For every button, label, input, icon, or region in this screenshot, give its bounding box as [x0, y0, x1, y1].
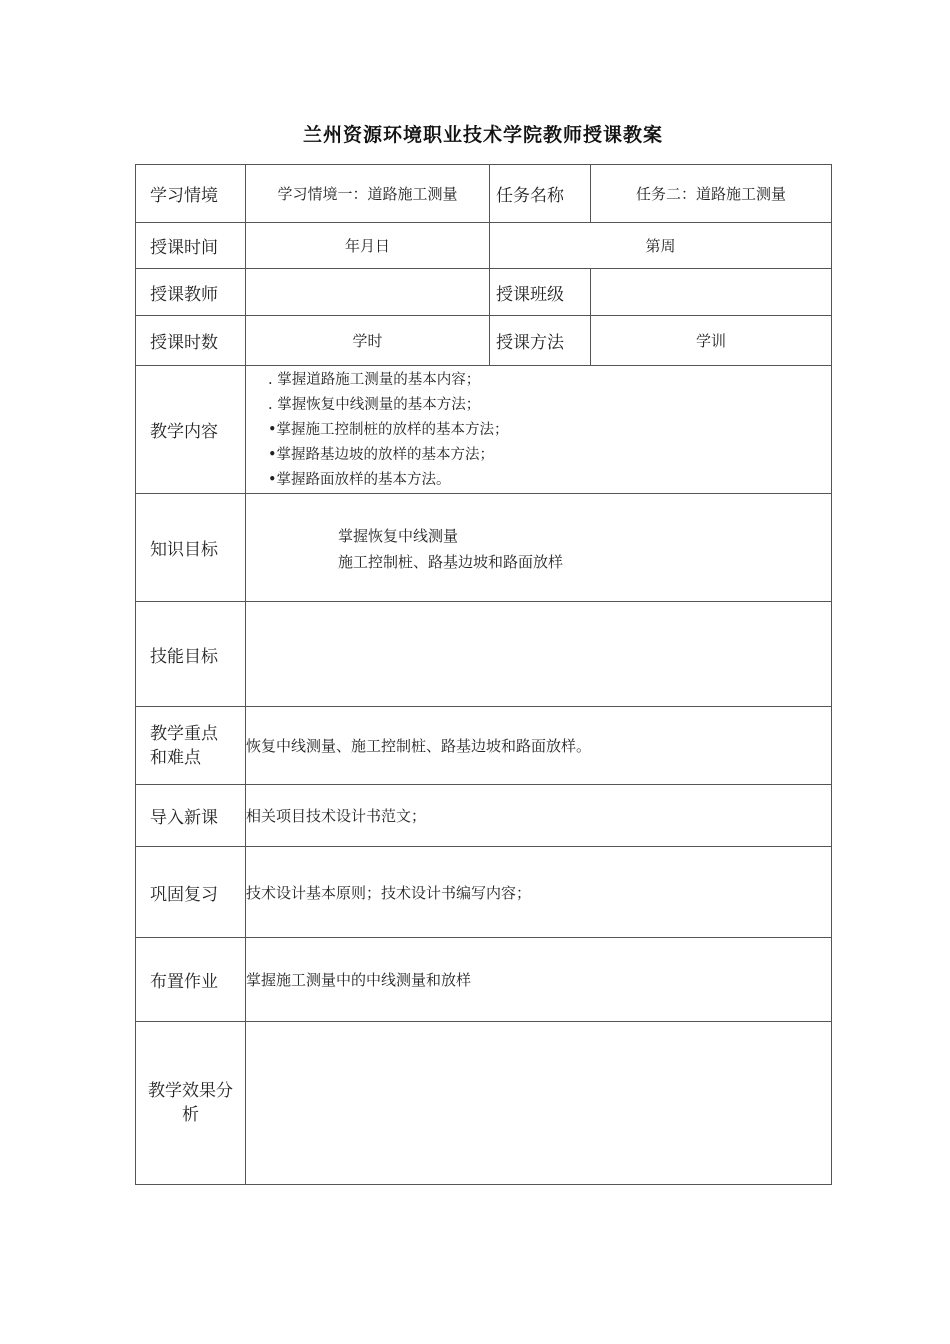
week-value: 第周: [490, 223, 832, 269]
content-item: . 掌握恢复中线测量的基本方法；: [268, 397, 481, 413]
row-focus: [136, 707, 832, 785]
task-label: 任务名称: [490, 165, 591, 223]
lesson-plan-table: [135, 164, 832, 1185]
method-label: 授课方法: [490, 316, 591, 366]
method-value: 学训: [591, 316, 832, 366]
task-value: 任务二：道路施工测量: [591, 165, 832, 223]
content-label: 教学内容: [136, 366, 246, 494]
time-value: 年月日: [246, 223, 490, 269]
class-label: 授课班级: [490, 269, 591, 316]
row-time: [136, 223, 832, 269]
knowledge-item: 掌握恢复中线测量: [338, 527, 459, 545]
analysis-label-line: 析: [182, 1105, 199, 1125]
analysis-label: [136, 1022, 246, 1185]
row-hours: [136, 316, 832, 366]
analysis-value: [246, 1022, 832, 1185]
teacher-value: [246, 269, 490, 316]
focus-label: [136, 707, 246, 785]
row-teacher: [136, 269, 832, 316]
row-content: [136, 366, 832, 494]
row-situation: [136, 165, 832, 223]
knowledge-cell: [246, 494, 832, 602]
row-knowledge: [136, 494, 832, 602]
row-analysis: [136, 1022, 832, 1185]
content-item: •掌握路基边坡的放样的基本方法；: [268, 447, 495, 463]
content-cell: [246, 366, 832, 494]
row-review: [136, 847, 832, 938]
content-item: •掌握施工控制桩的放样的基本方法；: [268, 422, 509, 438]
skill-value: [246, 602, 832, 707]
focus-label-line: 教学重点: [150, 723, 218, 744]
teacher-label: 授课教师: [136, 269, 246, 316]
review-value: 技术设计基本原则；技术设计书编写内容；: [246, 847, 832, 938]
content-item: •掌握路面放样的基本方法。: [268, 472, 451, 488]
homework-value: 掌握施工测量中的中线测量和放样: [246, 938, 832, 1022]
review-label: 巩固复习: [136, 847, 246, 938]
class-value: [591, 269, 832, 316]
row-skill: [136, 602, 832, 707]
hours-value: 学时: [246, 316, 490, 366]
row-homework: [136, 938, 832, 1022]
content-item: . 掌握道路施工测量的基本内容；: [268, 372, 481, 388]
skill-label: 技能目标: [136, 602, 246, 707]
intro-value: 相关项目技术设计书范文；: [246, 785, 832, 847]
hours-label: 授课时数: [136, 316, 246, 366]
homework-label: 布置作业: [136, 938, 246, 1022]
intro-label: 导入新课: [136, 785, 246, 847]
row-intro: [136, 785, 832, 847]
situation-label: 学习情境: [136, 165, 246, 223]
knowledge-list: [246, 523, 831, 575]
knowledge-item: 施工控制桩、路基边坡和路面放样: [338, 553, 564, 571]
focus-value: 恢复中线测量、施工控制桩、路基边坡和路面放样。: [246, 707, 832, 785]
content-list: [246, 368, 831, 493]
focus-label-line: 和难点: [150, 747, 201, 768]
situation-value: 学习情境一：道路施工测量: [246, 165, 490, 223]
page-title: 兰州资源环境职业技术学院教师授课教案: [302, 124, 663, 146]
analysis-label-line: 教学效果分: [148, 1081, 233, 1101]
knowledge-label: 知识目标: [136, 494, 246, 602]
time-label: 授课时间: [136, 223, 246, 269]
